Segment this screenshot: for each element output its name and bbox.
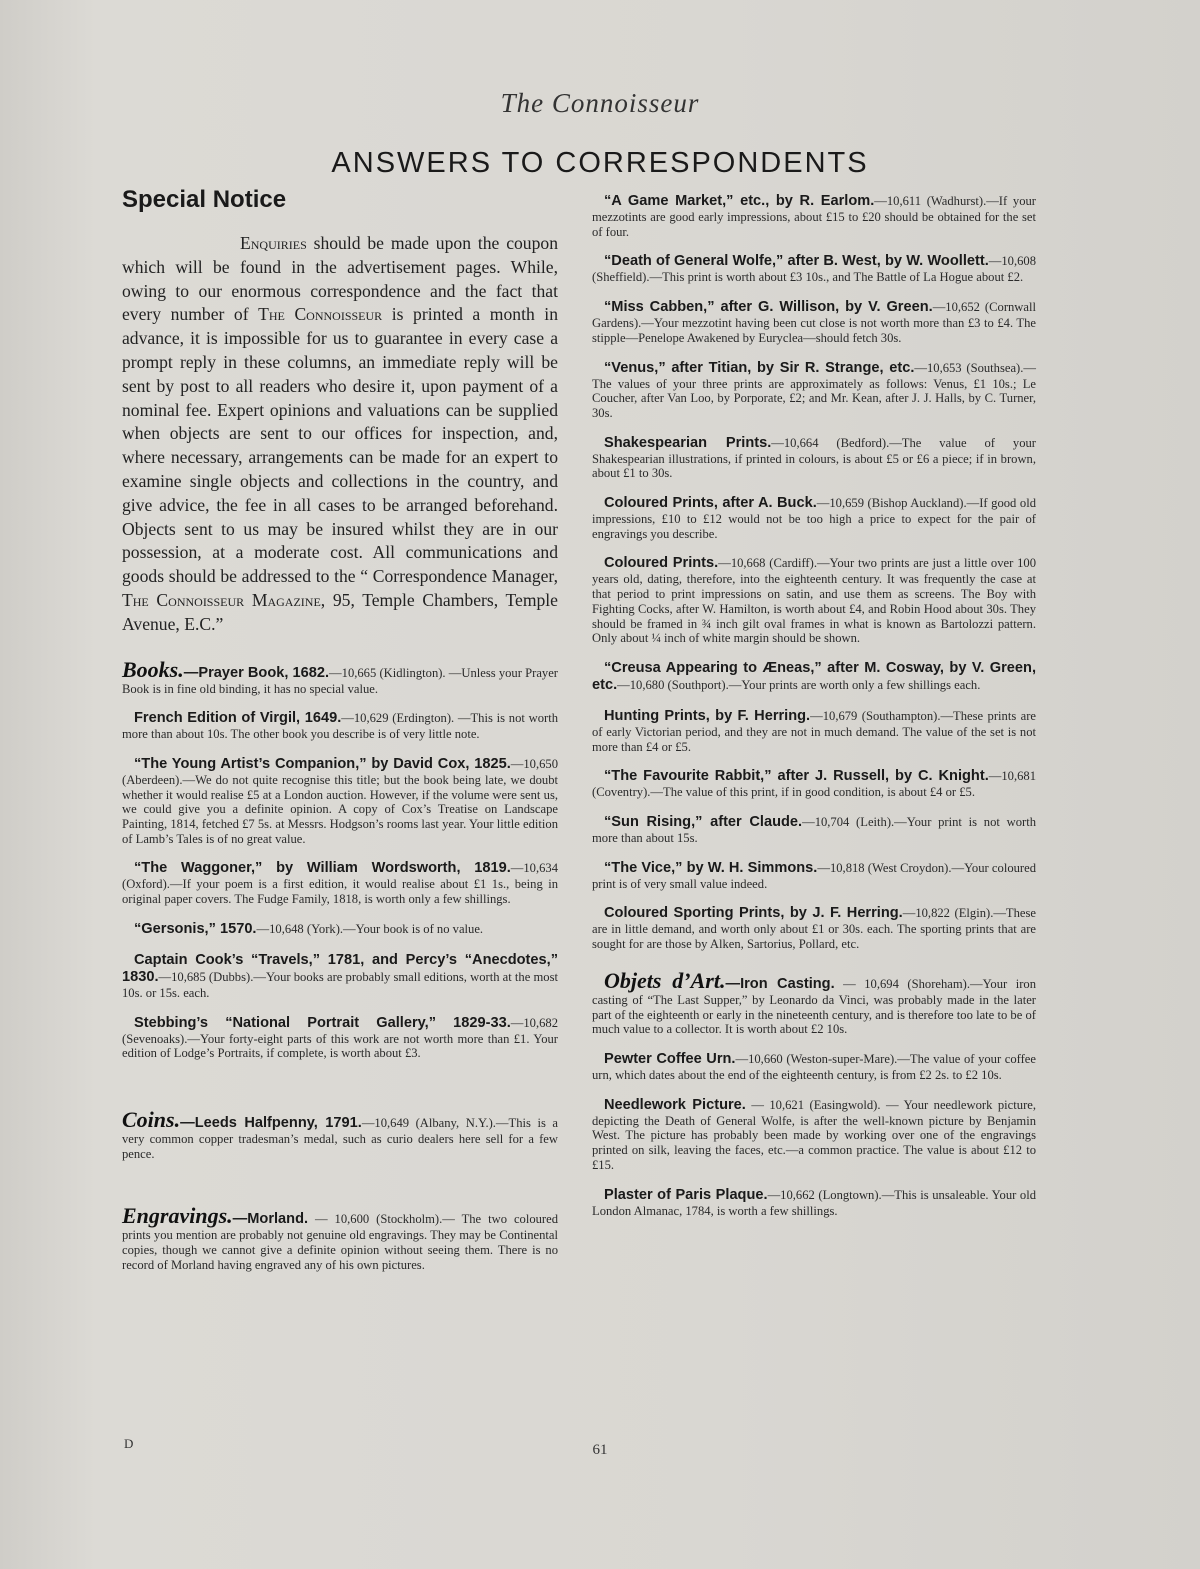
entry-body: —10,660 (Weston-super-Mare).—The value of your coffee urn, which dates about the end of the eighteenth century, is from £2 2s. to £2 10s.	[592, 1051, 1036, 1082]
entry-buck	[592, 495, 1036, 541]
entry-body: — 10,600 (Stockholm).— The two coloured prints you mention are probably not genuine old engravings. They may be Continental copies, though we cannot give a definite opinion without seeing them. There is no record of Morland having engraved any of his own pictures.	[122, 1212, 558, 1272]
entry-body: —10,668 (Cardiff).—Your two prints are just a little over 100 years old, dating, therefore, into the eighteenth century. It was frequently the case at that period to print impressions on satin, and use them as screens. The Boy with Fighting Cocks, after W. Hamilton, is worth about £4, and Robin Hood about 30s. They should be framed in ¾ inch gilt oval frames in what is known as Bartolozzi pattern. Only about ¼ inch of white margin should be shown.	[592, 556, 1037, 646]
entry-head: Shakespearian Prints.	[604, 434, 772, 451]
section-heading-coins: Coins.	[122, 1106, 181, 1132]
notice-body	[122, 232, 558, 637]
entry-head: —Iron Casting.	[725, 975, 835, 992]
entry-waggoner	[122, 860, 558, 906]
entry-body: —10,634 (Oxford).—If your poem is a first edition, it would realise about £1 1s., being in original paper covers. The Fudge Family, 1818, is worth only a few shillings.	[122, 861, 558, 907]
entry-head: French Edition of Virgil, 1649.	[134, 710, 342, 727]
entry-body: —10,679 (Southampton).—These prints are of early Victorian period, and they are not in much demand. The value of the set is not more than £4 or £5.	[592, 708, 1037, 754]
entry-coloured-prints	[592, 555, 1036, 646]
entry-gersonis	[122, 921, 558, 938]
entry-body: —10,649 (Albany, N.Y.).—This is a very common copper tradesman’s medal, such as curio dealers here sell for a few pence.	[122, 1115, 558, 1161]
entry-head: Needlework Picture.	[604, 1096, 746, 1113]
left-column	[114, 186, 558, 1287]
entry-young-artist	[122, 756, 558, 847]
entry-coins-halfpenny	[122, 1106, 558, 1161]
entry-head: “The Vice,” by W. H. Simmons.	[604, 859, 818, 876]
entry-head: —Leeds Halfpenny, 1791.	[180, 1114, 362, 1131]
entry-head: Captain Cook’s “Travels,” 1781, and Percy’s “Anecdotes,” 1830.	[122, 951, 558, 985]
entry-general-wolfe	[592, 253, 1036, 285]
notice-lead-word: Enquiries	[240, 233, 307, 253]
entry-head: Coloured Prints, after A. Buck.	[604, 495, 817, 512]
entry-body: —10,665 (Kidlington). —Unless your Prayer Book is in fine old binding, it has no special value.	[122, 665, 558, 696]
notice-magazine-name: The Connoisseur	[258, 304, 383, 325]
page-number: 61	[592, 1442, 608, 1458]
entry-body: — 10,694 (Shoreham).—Your iron casting of “The Last Supper,” by Leonardo da Vinci, was probably made in the later part of the eighteenth or early in the nineteenth century, and is therefore too late to be of much value to a collector. It is worth about £2 10s.	[592, 976, 1037, 1037]
entry-game-market	[592, 193, 1036, 239]
entry-head: Pewter Coffee Urn.	[604, 1050, 736, 1067]
notice-heading: Special Notice	[122, 186, 287, 213]
entry-body: —10,629 (Erdington). —This is not worth more than about 10s. The other book you describe is of very little note.	[122, 711, 558, 742]
entry-engravings-morland	[122, 1203, 558, 1272]
entry-creusa	[592, 660, 1036, 694]
notice-text-2: is printed a month in advance, it is impossible for us to guarantee in every case a prompt reply in these columns, an immediate reply will be sent by post to all readers who desire it, upon payment of a nominal fee. Expert opinions and valuations can be supplied when objects are sent to our offices for inspection, and, where necessary, arrangements can be made for an expert to examine single objects and collections in the country, and give advice, the fee in all cases to be arranged beforehand. Objects sent to us may be insured whilst they are in our possession, at a moderate cost. All communications and goods should be addressed to the “ Correspondence Manager,	[122, 304, 558, 587]
entry-head: “Death of General Wolfe,” after B. West, by W. Woollett.	[604, 253, 989, 270]
entry-plaster-plaque	[592, 1187, 1036, 1219]
entry-head: “Sun Rising,” after Claude.	[604, 814, 803, 831]
entry-venus	[592, 360, 1036, 421]
entry-body: —10,685 (Dubbs).—Your books are probably small editions, worth at the most 10s. or 15s. each.	[122, 969, 558, 1000]
entry-head: “Venus,” after Titian, by Sir R. Strange, etc.	[604, 359, 915, 376]
section-heading-engravings: Engravings.	[122, 1203, 233, 1229]
entry-body: —10,664 (Bedford).—The value of your Shakespearian illustrations, if printed in colours, is about £5 or £6 a piece; if in brown, about £1 to 30s.	[592, 435, 1036, 481]
section-heading-objets-dart: Objets d’Art.	[604, 967, 726, 993]
entry-body: —10,682 (Sevenoaks).—Your forty-eight parts of this work are not worth more than £1. Your edition of Lodge’s Portraits, if complete, is worth about £3.	[122, 1015, 558, 1061]
page-title: ANSWERS TO CORRESPONDENTS	[331, 147, 869, 179]
entry-objets-iron-casting	[592, 967, 1037, 1037]
entry-body: — 10,621 (Easingwold). — Your needlework picture, depicting the Death of General Wolfe, is after the well-known picture by Benjamin West. The picture has probably been made by working over one of the engravings printed on silk, leaving the faces, etc.—a common practice. The value is about £12 to £15.	[592, 1097, 1036, 1172]
entry-head: Coloured Sporting Prints, by J. F. Herring.	[604, 905, 903, 922]
entry-body: —10,652 (Cornwall Gardens).—Your mezzotint having been cut close is not worth more than £3 to £4. The stipple—Penelope Awakened by Euryclea—should fetch 30s.	[592, 300, 1036, 345]
entry-miss-cabben	[592, 299, 1036, 345]
entry-head: “Miss Cabben,” after G. Willison, by V. Green.	[604, 299, 933, 316]
entry-books-prayer-book	[122, 656, 558, 697]
entry-head: “Creusa Appearing to Æneas,” after M. Cosway, by V. Green, etc.	[592, 659, 1036, 693]
entry-body: —10,818 (West Croydon).—Your coloured print is of very small value indeed.	[592, 860, 1036, 891]
entry-head: —Prayer Book, 1682.	[183, 664, 330, 681]
notice-text-3: 95, Temple Chambers, Temple Avenue, E.C.”	[122, 589, 558, 634]
entry-shakespearian	[592, 435, 1036, 481]
entry-head: —Morland.	[232, 1211, 309, 1228]
section-heading-books: Books.	[122, 656, 184, 682]
entry-head: “Gersonis,” 1570.	[134, 920, 257, 937]
entry-head: “A Game Market,” etc., by R. Earlom.	[604, 193, 875, 209]
entry-body: —10,662 (Longtown).—This is unsaleable. Your old London Almanac, 1784, is worth a few shillings.	[592, 1187, 1036, 1218]
entry-body: —10,611 (Wadhurst).—If your mezzotints are good early impressions, about £15 to £20 should be obtained for the set of four.	[592, 194, 1036, 239]
notice-magazine-address-name: The Connoisseur Magazine,	[122, 589, 326, 610]
entry-body: —10,704 (Leith).—Your print is not worth more than about 15s.	[592, 815, 1036, 846]
entry-head: “The Young Artist’s Companion,” by David Cox, 1825.	[134, 755, 511, 772]
entry-head: Stebbing’s “National Portrait Gallery,” 1829-33.	[134, 1014, 511, 1031]
entry-needlework	[592, 1097, 1036, 1173]
entry-body: —10,822 (Elgin).—These are in little demand, and worth only about £1 or 30s. each. The sporting prints that are sought for are those by Alken, Sartorius, Pollard, etc.	[592, 906, 1037, 952]
entry-body: —10,608 (Sheffield).—This print is worth about £3 10s., and The Battle of La Hogue about £2.	[592, 254, 1036, 285]
entry-head: Coloured Prints.	[604, 555, 719, 572]
right-column	[592, 193, 1036, 1232]
entry-body: —10,648 (York).—Your book is of no value.	[256, 921, 484, 936]
entry-favourite-rabbit	[592, 768, 1036, 800]
running-head: The Connoisseur	[500, 88, 700, 118]
entry-captain-cook	[122, 952, 558, 1001]
entry-body: —10,650 (Aberdeen).—We do not quite recognise this title; but the book being late, we doubt whether it would realise £5 at a London auction. However, if the volume were sent us, we could give you a definite opinion. A copy of Cox’s Treatise on Landscape Painting, 1814, fetched £7 5s. at Messrs. Hodgson’s rooms last year. Your little edition of Lamb’s Tales is of no great value.	[122, 756, 558, 846]
entry-virgil	[122, 710, 558, 742]
entry-the-vice	[592, 860, 1036, 892]
signature-mark: D	[124, 1436, 134, 1451]
entry-head: Plaster of Paris Plaque.	[604, 1186, 768, 1203]
entry-pewter-urn	[592, 1051, 1036, 1083]
notice-text-1: should be made upon the coupon which will be found in the advertisement pages. While, owing to our enormous correspondence and the fact that every number of	[122, 233, 558, 325]
entry-body: —10,681 (Coventry).—The value of this print, if in good condition, is about £4 or £5.	[592, 769, 1036, 800]
entry-body: —10,653 (Southsea).—The values of your three prints are approximately as follows: Venus, £1 10s.; Le Coucher, after Van Loo, by Porporate, £2; and Mr. Kean, after J. J. Halls, by C. Turner, 30s.	[592, 360, 1036, 420]
entry-head: “The Favourite Rabbit,” after J. Russell, by C. Knight.	[604, 768, 989, 785]
entry-head: “The Waggoner,” by William Wordsworth, 1819.	[134, 860, 511, 877]
entry-sporting-prints	[592, 905, 1036, 951]
entry-stebbing	[122, 1015, 558, 1061]
entry-head: Hunting Prints, by F. Herring.	[604, 707, 811, 724]
entry-body: —10,680 (Southport).—Your prints are worth only a few shillings each.	[617, 677, 981, 692]
entry-sun-rising	[592, 814, 1036, 846]
entry-hunting-prints	[592, 708, 1036, 754]
entry-body: —10,659 (Bishop Auckland).—If good old impressions, £10 to £12 would not be too high a price to expect for the pair of engravings you describe.	[592, 496, 1036, 541]
